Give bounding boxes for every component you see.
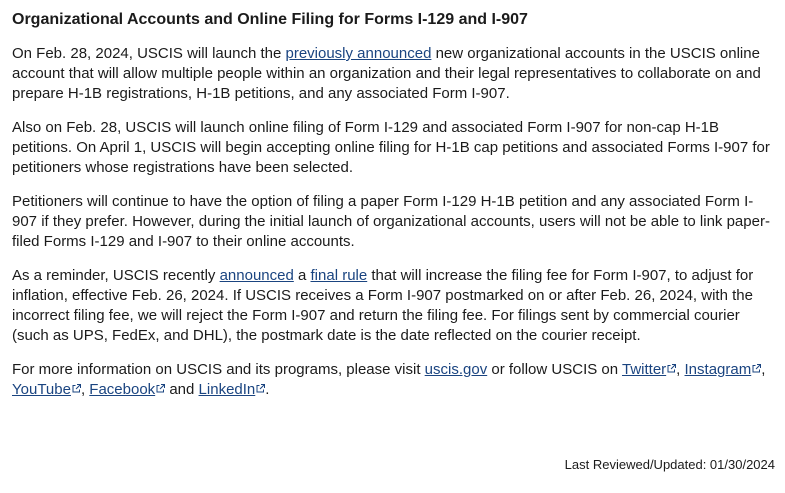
- paragraph-text: For more information on USCIS and its programs, please visit: [12, 361, 425, 378]
- instagram-link-label: Instagram: [684, 361, 752, 378]
- linkedin-link-label: LinkedIn: [198, 381, 256, 398]
- final-rule-link[interactable]: final rule: [310, 267, 368, 284]
- separator-text: ,: [676, 361, 685, 378]
- external-link-icon: [156, 384, 165, 393]
- youtube-link-label: YouTube: [12, 381, 71, 398]
- last-reviewed-date: Last Reviewed/Updated: 01/30/2024: [564, 457, 775, 472]
- announced-link[interactable]: announced: [219, 267, 294, 284]
- facebook-link[interactable]: [89, 381, 165, 398]
- facebook-link-label: Facebook: [89, 381, 156, 398]
- separator-text: ,: [80, 381, 90, 398]
- external-link-icon: [667, 364, 676, 373]
- linkedin-link[interactable]: [199, 381, 266, 398]
- uscis-gov-link[interactable]: uscis.gov: [424, 361, 488, 378]
- page-title: Organizational Accounts and Online Filing for Forms I-129 and I-907: [12, 11, 528, 28]
- separator-text: ,: [761, 361, 766, 378]
- paragraph-fee-reminder: [12, 266, 773, 346]
- external-link-icon: [752, 364, 761, 373]
- external-link-icon: [72, 384, 81, 393]
- sentence-end: .: [265, 381, 270, 398]
- paragraph-text: On Feb. 28, 2024, USCIS will launch the: [12, 45, 286, 62]
- paragraph-paper-filing: Petitioners will continue to have the option of filing a paper Form I-129 H-1B petition and any associated Form I-907 if they prefer. However, during the initial launch of organizational accounts, users will not be able to link paper-filed Forms I-129 and I-907 to their online accounts.: [12, 193, 770, 250]
- paragraph-text: or follow USCIS on: [487, 361, 622, 378]
- paragraph-organizational-accounts: [12, 44, 773, 104]
- twitter-link[interactable]: [622, 361, 676, 378]
- previously-announced-link[interactable]: previously announced: [285, 45, 432, 62]
- paragraph-text: new organizational accounts in the USCIS online account that will allow multiple people within an organization and their legal representatives to collaborate on and prepare H-1B registrations, H-1B petitions, and any associated Form I-907.: [12, 45, 761, 102]
- conjunction-text: and: [165, 381, 199, 398]
- paragraph-more-information: [12, 360, 773, 400]
- youtube-link[interactable]: [12, 381, 81, 398]
- paragraph-text: a: [293, 267, 311, 284]
- paragraph-text: As a reminder, USCIS recently: [12, 267, 220, 284]
- twitter-link-label: Twitter: [621, 361, 667, 378]
- external-link-icon: [256, 384, 265, 393]
- instagram-link[interactable]: [685, 361, 762, 378]
- paragraph-online-filing: Also on Feb. 28, USCIS will launch online filing of Form I-129 and associated Form I-907 for non-cap H-1B petitions. On April 1, USCIS will begin accepting online filing for H-1B cap petitions and associated Forms I-907 for petitioners whose registrations have been selected.: [12, 119, 770, 176]
- paragraph-text: that will increase the filing fee for Form I-907, to adjust for inflation, effective Feb. 26, 2024. If USCIS receives a Form I-907 postmarked on or after Feb. 26, 2024, with the incorrect filing fee, we will reject the Form I-907 and return the filing fee. For filings sent by commercial courier (such as UPS, FedEx, and DHL), the postmark date is the date reflected on the courier receipt.: [12, 267, 754, 344]
